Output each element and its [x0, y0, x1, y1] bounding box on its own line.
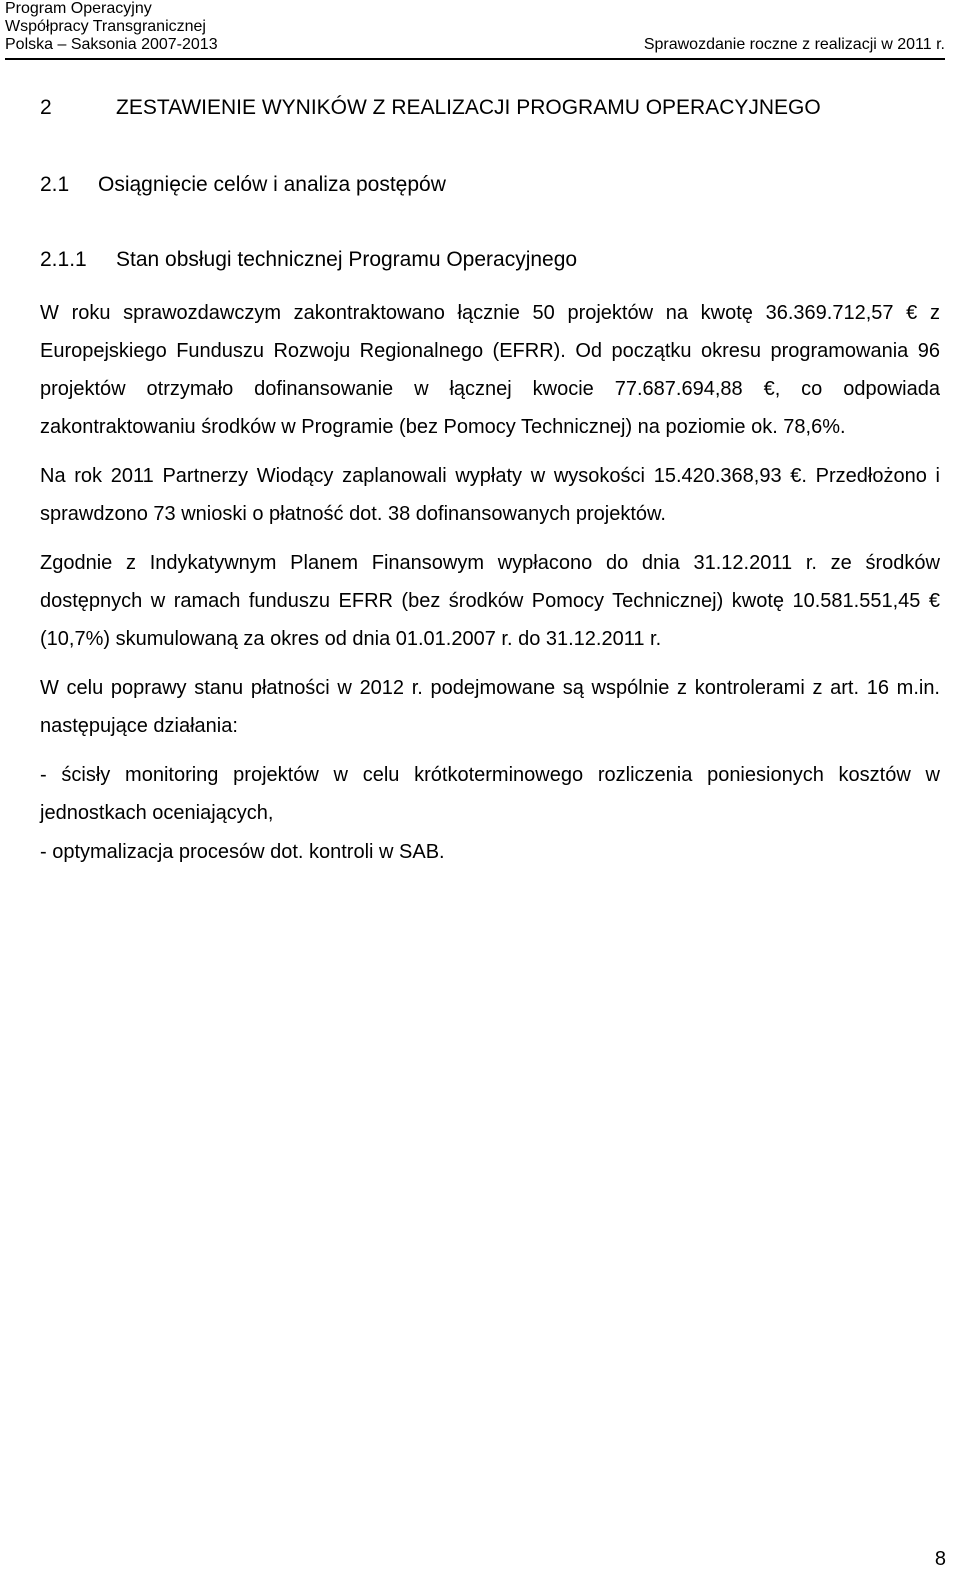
section-title: Osiągnięcie celów i analiza postępów — [98, 173, 446, 196]
chapter-number: 2 — [40, 96, 52, 119]
document-body — [40, 92, 940, 871]
list-item-optimization: - optymalizacja procesów dot. kontroli w SAB. — [40, 841, 445, 863]
paragraph-contracting: W roku sprawozdawczym zakontraktowano łącznie 50 projektów na kwotę 36.369.712,57 € z Europejskiego Funduszu Rozwoju Regionalnego (EFRR). Od początku okresu programowania 96 projektów otrzymało dofinansowanie w łącznej kwocie 77.687.694,88 €, co odpowiada zakontraktowaniu środków w Programie (bez Pomocy Technicznej) na poziomie ok. 78,6%. — [40, 302, 940, 438]
section-number: 2.1 — [40, 173, 70, 196]
paragraph-actions-intro: W celu poprawy stanu płatności w 2012 r. podejmowane są wspólnie z kontrolerami z art. 16 m.in. następujące działania: — [40, 677, 940, 737]
program-name — [5, 0, 218, 54]
report-title: Sprawozdanie roczne z realizacji w 2011 r. — [643, 36, 945, 53]
paragraph-payments-plan: Na rok 2011 Partnerzy Wiodący zaplanowali wypłaty w wysokości 15.420.368,93 €. Przedłożono i sprawdzono 73 wnioski o płatność dot. 38 dofinansowanych projektów. — [40, 465, 940, 525]
program-name-line-2: Współpracy Transgranicznej — [5, 18, 206, 35]
list-item-monitoring: - ścisły monitoring projektów w celu krótkoterminowego rozliczenia poniesionych kosztów w jednostkach oceniających, — [40, 764, 940, 824]
page-header — [5, 0, 945, 60]
page-number: 8 — [934, 1548, 946, 1570]
program-name-line-3: Polska – Saksonia 2007-2013 — [5, 36, 218, 53]
paragraph-payments-made: Zgodnie z Indykatywnym Planem Finansowym wypłacono do dnia 31.12.2011 r. ze środków dostępnych w ramach funduszu EFRR (bez środków Pomocy Technicznej) kwotę 10.581.551,45 € (10,7%) skumulowaną za okres od dnia 01.01.2007 r. do 31.12.2011 r. — [40, 552, 940, 650]
chapter-heading — [40, 92, 940, 124]
chapter-title: ZESTAWIENIE WYNIKÓW Z REALIZACJI PROGRAMU OPERACYJNEGO — [116, 96, 821, 119]
section-heading — [40, 169, 940, 201]
subsection-title: Stan obsługi technicznej Programu Operacyjnego — [116, 248, 578, 271]
subsection-heading — [40, 244, 940, 276]
program-name-line-1: Program Operacyjny — [5, 0, 152, 17]
subsection-number: 2.1.1 — [40, 248, 87, 271]
